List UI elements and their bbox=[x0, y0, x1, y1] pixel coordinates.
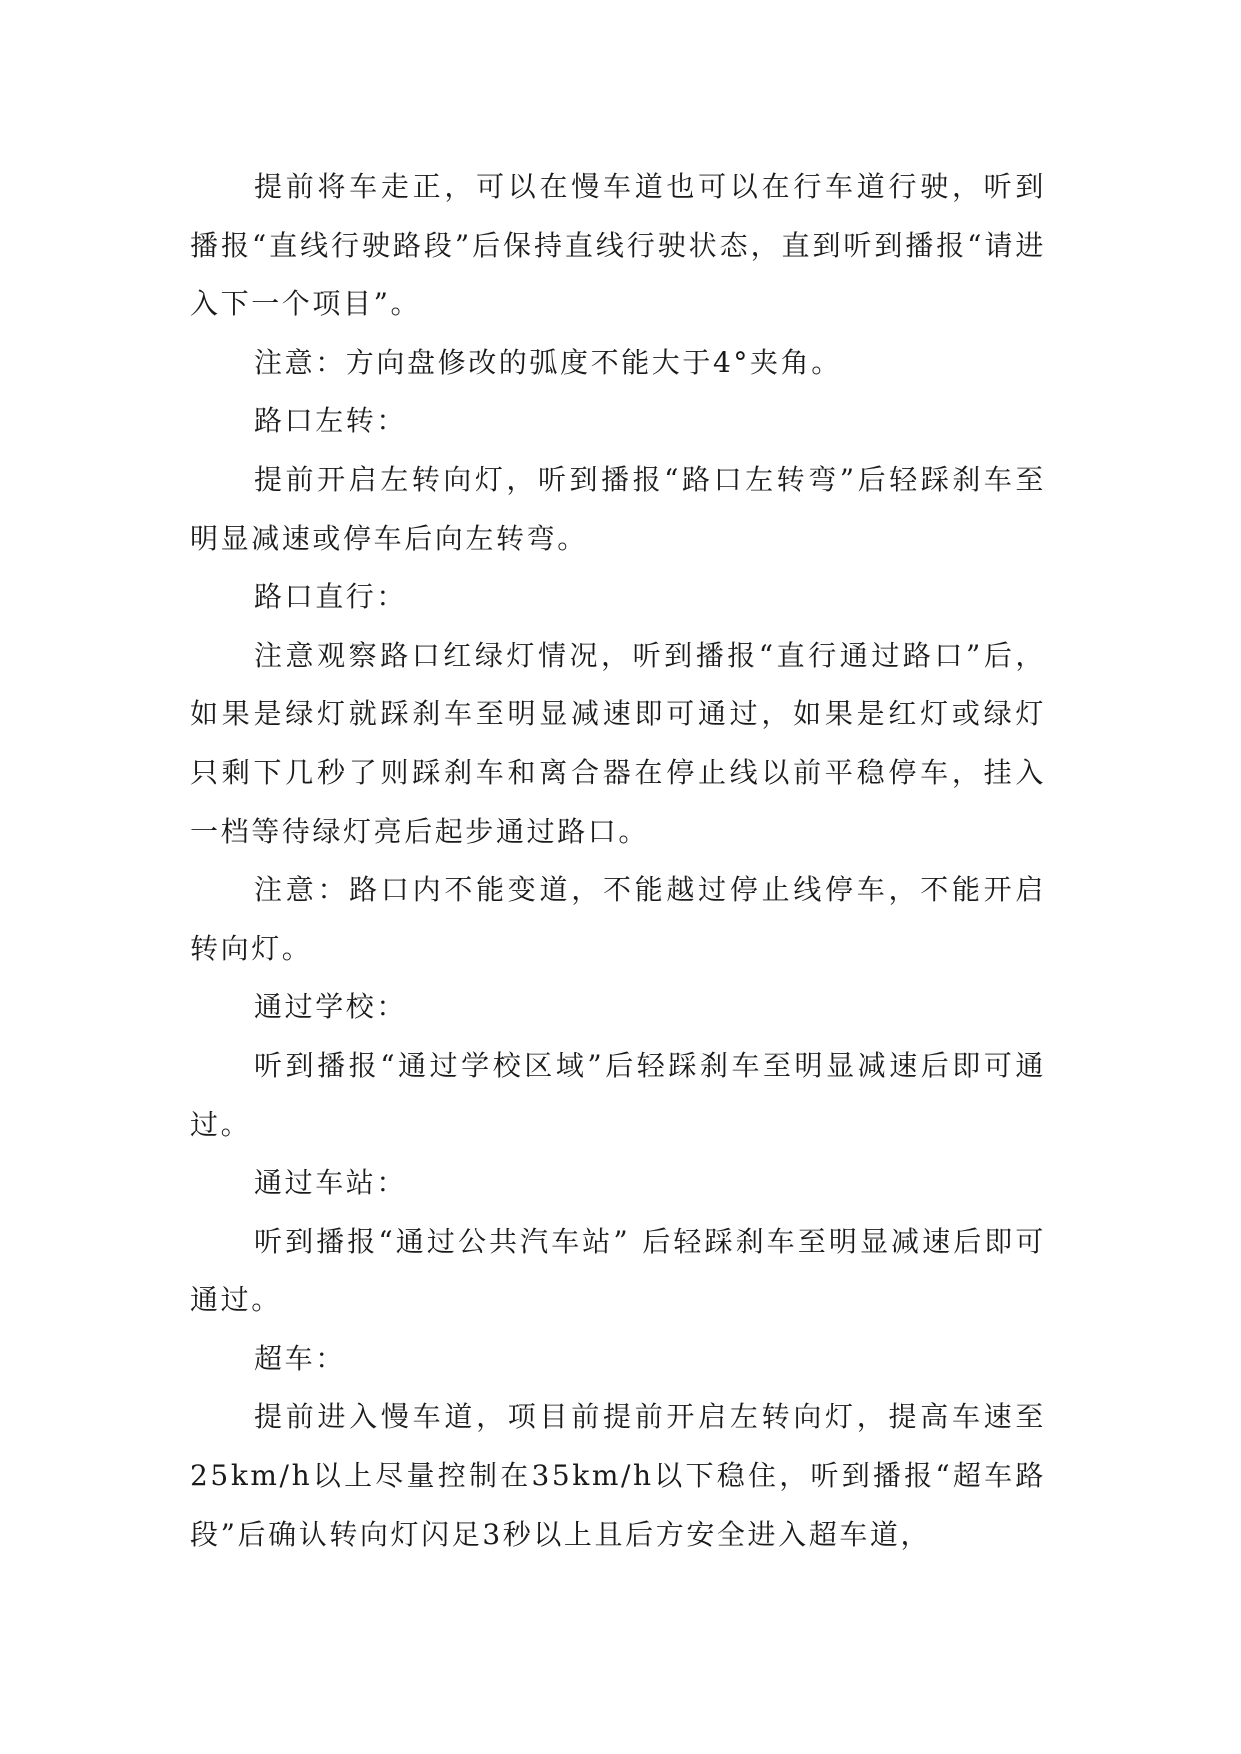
paragraph-intersection-note: 注意：路口内不能变道，不能越过停止线停车，不能开启转向灯。 bbox=[190, 873, 1046, 965]
heading-school: 通过学校： bbox=[254, 990, 408, 1024]
paragraph-straight-driving: 提前将车走正，可以在慢车道也可以在行车道行驶，听到播报“直线行驶路段”后保持直线行驶状态，直到听到播报“请进入下一个项目”。 bbox=[190, 170, 1046, 321]
heading-go-straight: 路口直行： bbox=[254, 580, 408, 614]
heading-bus-station: 通过车站： bbox=[254, 1166, 408, 1200]
paragraph-overtake: 提前进入慢车道，项目前提前开启左转向灯，提高车速至25km/h以上尽量控制在35km/h以下稳住，听到播报“超车路段”后确认转向灯闪足3秒以上且后方安全进入超车道， bbox=[190, 1400, 1046, 1551]
paragraph-left-turn: 提前开启左转向灯，听到播报“路口左转弯”后轻踩刹车至明显减速或停车后向左转弯。 bbox=[190, 462, 1046, 555]
heading-overtake: 超车： bbox=[254, 1341, 346, 1375]
paragraph-steering-note: 注意：方向盘修改的弧度不能大于4°夹角。 bbox=[254, 345, 842, 379]
paragraph-bus-station: 听到播报“通过公共汽车站” 后轻踩刹车至明显减速后即可通过。 bbox=[190, 1224, 1046, 1317]
paragraph-school: 听到播报“通过学校区域”后轻踩刹车至明显减速后即可通过。 bbox=[190, 1048, 1046, 1141]
paragraph-go-straight: 注意观察路口红绿灯情况，听到播报“直行通过路口”后，如果是绿灯就踩刹车至明显减速即可通过，如果是红灯或绿灯只剩下几秒了则踩刹车和离合器在停止线以前平稳停车，挂入一档等待绿灯亮后起步通过路口。 bbox=[190, 638, 1046, 848]
heading-left-turn: 路口左转： bbox=[254, 404, 408, 438]
document-body bbox=[190, 158, 1046, 1564]
